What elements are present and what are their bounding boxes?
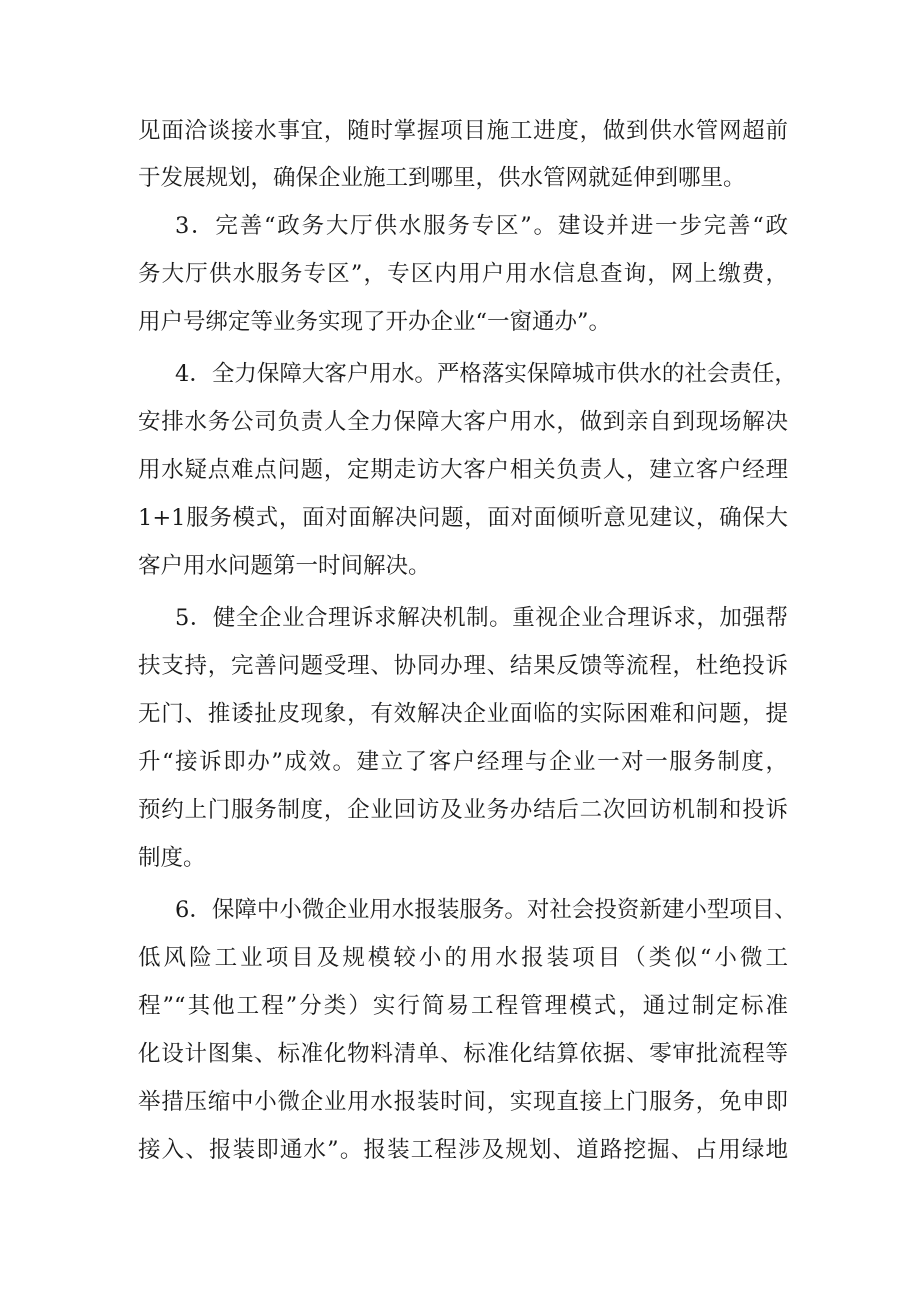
text-line-1: 见面洽谈接水事宜，随时掌握项目施工进度，做到供水管网超前 [138,118,788,144]
text-line-9: 1+1服务模式，面对面解决问题，面对面倾听意见建议，确保大 [138,505,788,531]
text-line-13: 无门、推诿扯皮现象，有效解决企业面临的实际困难和问题，提 [138,701,788,727]
text-line-16: 制度。 [138,845,206,871]
text-line-12: 扶支持，完善问题受理、协同办理、结果反馈等流程，杜绝投诉 [138,653,788,679]
text-line-7: 安排水务公司负责人全力保障大客户用水，做到亲自到现场解决 [138,409,788,435]
text-line-20: 化设计图集、标准化物料清单、标准化结算依据、零审批流程等 [138,1041,788,1067]
text-line-11: 5．健全企业合理诉求解决机制。重视企业合理诉求，加强帮 [175,605,788,631]
text-line-17: 6．保障中小微企业用水报装服务。对社会投资新建小型项目、 [175,897,797,923]
text-line-18: 低风险工业项目及规模较小的用水报装项目（类似“小微工 [138,945,788,971]
text-line-15: 预约上门服务制度，企业回访及业务办结后二次回访机制和投诉 [138,797,788,823]
text-line-21: 举措压缩中小微企业用水报装时间，实现直接上门服务，免申即 [138,1089,788,1115]
text-line-14: 升“接诉即办”成效。建立了客户经理与企业一对一服务制度， [138,749,788,775]
text-line-10: 客户用水问题第一时间解决。 [138,553,431,579]
text-line-19: 程”“其他工程”分类）实行简易工程管理模式，通过制定标准 [138,993,788,1019]
text-line-2: 于发展规划，确保企业施工到哪里，供水管网就延伸到哪里。 [138,165,746,191]
text-line-22: 接入、报装即通水”。报装工程涉及规划、道路挖掘、占用绿地 [138,1137,788,1163]
text-line-4: 务大厅供水服务专区”，专区内用户用水信息查询，网上缴费， [138,261,788,287]
text-line-3: 3．完善“政务大厅供水服务专区”。建设并进一步完善“政 [175,213,788,239]
text-line-6: 4．全力保障大客户用水。严格落实保障城市供水的社会责任， [175,361,797,387]
text-line-5: 用户号绑定等业务实现了开办企业“一窗通办”。 [138,309,612,335]
text-line-8: 用水疑点难点问题，定期走访大客户相关负责人，建立客户经理 [138,457,788,483]
